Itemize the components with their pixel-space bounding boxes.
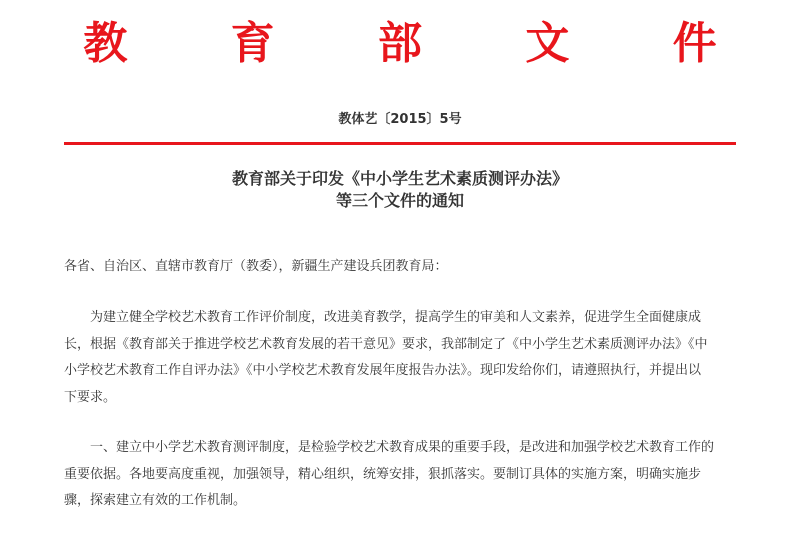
paragraph-line: 为建立健全学校艺术教育工作评价制度，改进美育教学，提高学生的审美和人文素养，促进学生全面健康成 (90, 310, 702, 325)
paragraph-line: 下要求。 (64, 389, 117, 405)
paragraph-line: 小学校艺术教育工作自评办法》《中小学校艺术教育发展年度报告办法》。现印发给你们，请遵照执行，并提出以 (64, 363, 702, 378)
paragraph-line: 重要依据。各地要高度重视，加强领导，精心组织，统筹安排，狠抓落实。要制订具体的实施方案，明确实施步 (64, 466, 702, 482)
paragraph-line: 长，根据《教育部关于推进学校艺术教育发展的若干意见》要求，我部制定了《中小学生艺术素质测评办法》《中 (64, 336, 708, 352)
notice-title-line-1: 教育部关于印发《中小学生艺术素质测评办法》 (231, 169, 568, 188)
salutation: 各省、自治区、直辖市教育厅（教委），新疆生产建设兵团教育局： (64, 259, 448, 274)
notice-title (0, 168, 800, 212)
body-paragraph-1 (64, 305, 736, 411)
document-masthead: 教 育 部 文 件 (83, 18, 761, 69)
red-divider-rule (64, 142, 736, 145)
paragraph-line: 一、建立中小学艺术教育测评制度，是检验学校艺术教育成果的重要手段，是改进和加强学校艺术教育工作的 (90, 440, 715, 455)
document-number: 教体艺〔2015〕5号 (338, 112, 462, 127)
paragraph-line: 骤，探索建立有效的工作机制。 (64, 493, 247, 508)
body-paragraph-2 (64, 435, 736, 515)
notice-title-line-2: 等三个文件的通知 (335, 191, 464, 210)
